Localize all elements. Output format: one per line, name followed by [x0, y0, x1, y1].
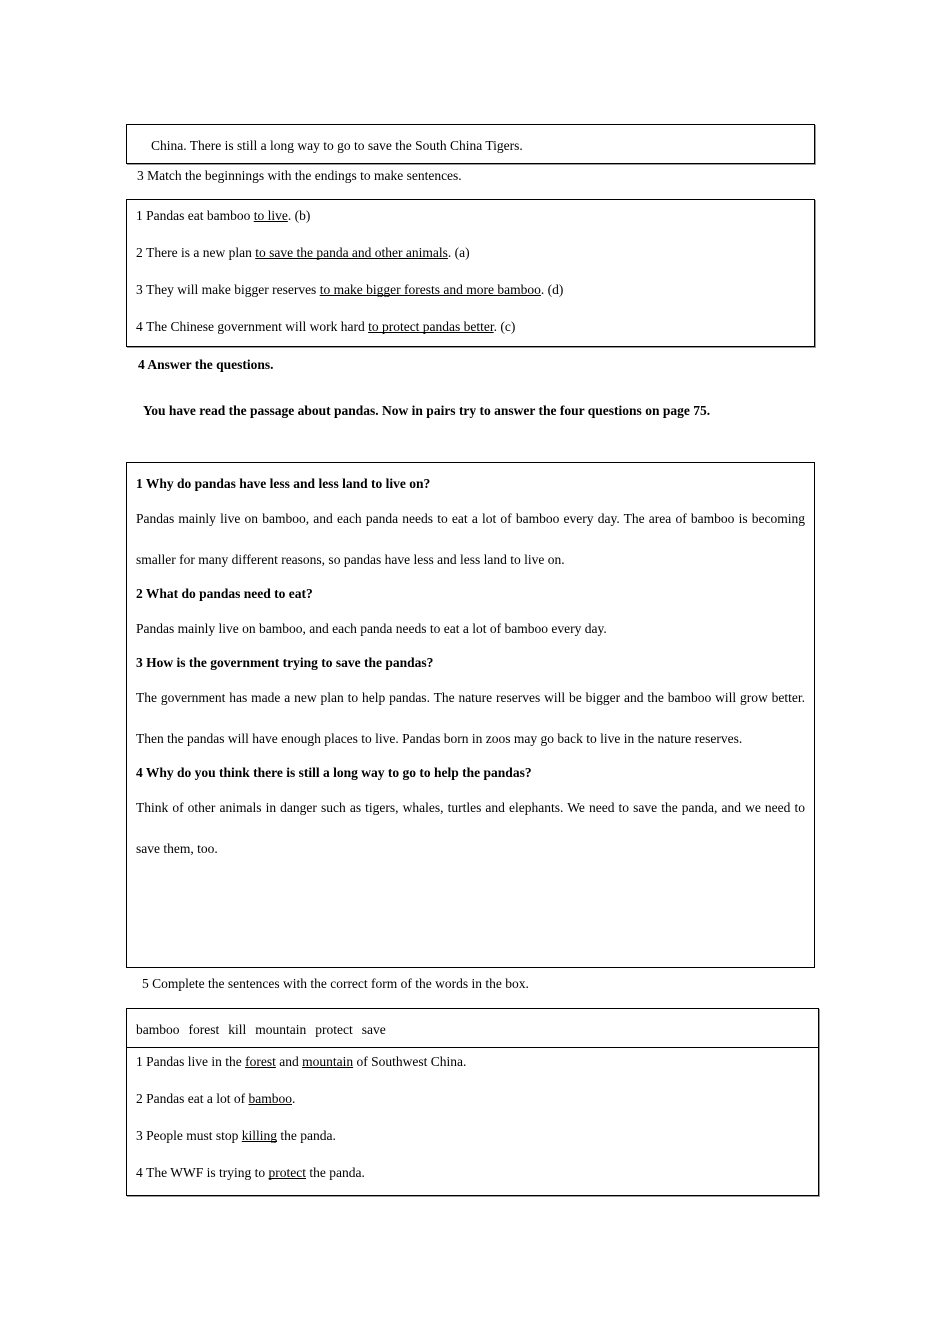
match-item	[136, 245, 470, 261]
exercise4-heading: 4 Answer the questions.	[138, 357, 274, 372]
word-bank-item: forest	[188, 1022, 220, 1037]
exercise3-answer-box	[126, 199, 815, 347]
sentence-part: the panda.	[277, 1128, 336, 1143]
answer-paragraph: The government has made a new plan to help pandas. The nature reserves will be bigger and the bamboo will grow better. Then the pandas will have enough places to live. Pandas born in zoos may go back to live in the nature reserves.	[136, 690, 805, 746]
sentence-item	[136, 1054, 466, 1070]
exercise5-word-bank-box	[126, 1008, 819, 1048]
word-bank-item: protect	[315, 1022, 353, 1037]
sentence-part: the panda.	[305, 1165, 365, 1180]
answer-paragraph: Pandas mainly live on bamboo, and each panda needs to eat a lot of bamboo every day. The area of bamboo is becoming smaller for many different reasons, so pandas have less and less land to live on.	[136, 511, 805, 567]
match-answer: to make bigger forests and more bamboo	[319, 282, 541, 297]
match-tail: . (a)	[447, 245, 470, 260]
sentence-blank: bamboo	[248, 1091, 292, 1106]
answer-paragraph: Pandas mainly live on bamboo, and each panda needs to eat a lot of bamboo every day.	[136, 621, 607, 636]
match-lead: There is a new plan	[146, 245, 256, 260]
sentence-number: 1	[136, 1054, 143, 1069]
match-number: 2	[136, 245, 143, 260]
match-tail: . (d)	[540, 282, 564, 297]
match-answer: to save the panda and other animals	[255, 245, 448, 260]
word-bank-list	[136, 1023, 395, 1037]
match-number: 3	[136, 282, 143, 297]
match-tail: . (c)	[493, 319, 516, 334]
match-item	[136, 282, 563, 298]
question-heading: 1 Why do pandas have less and less land to live on?	[136, 476, 431, 491]
exercise5-answer-box	[126, 1047, 819, 1196]
sentence-item	[136, 1165, 365, 1181]
match-lead: The Chinese government will work hard	[146, 319, 369, 334]
question-heading: 3 How is the government trying to save the pandas?	[136, 655, 434, 670]
match-item	[136, 319, 515, 335]
exercise5-instruction: 5 Complete the sentences with the correct form of the words in the box.	[142, 976, 529, 991]
answer-paragraph: Think of other animals in danger such as tigers, whales, turtles and elephants. We need to save the panda, and we need to save them, too.	[136, 800, 805, 856]
sentence-number: 3	[136, 1128, 143, 1143]
match-number: 1	[136, 208, 143, 223]
sentence-number: 4	[136, 1165, 143, 1180]
sentence-part: of Southwest China.	[353, 1054, 467, 1069]
sentence-part: Pandas eat a lot of	[146, 1091, 249, 1106]
sentence-part: People must stop	[146, 1128, 242, 1143]
question-heading: 4 Why do you think there is still a long way to go to help the pandas?	[136, 765, 532, 780]
sentence-number: 2	[136, 1091, 143, 1106]
word-bank-item: mountain	[255, 1022, 307, 1037]
match-answer: to live	[253, 208, 288, 223]
match-item	[136, 208, 310, 224]
word-bank-item: bamboo	[136, 1022, 180, 1037]
sentence-item	[136, 1091, 295, 1107]
exercise4-answer-box	[126, 462, 815, 968]
sentence-blank: mountain	[302, 1054, 354, 1069]
match-lead: Pandas eat bamboo	[146, 208, 254, 223]
match-answer: to protect pandas better	[368, 319, 494, 334]
sentence-part: .	[291, 1091, 296, 1106]
exercise3-instruction: 3 Match the beginnings with the endings to make sentences.	[137, 168, 462, 183]
sentence-item	[136, 1128, 336, 1144]
exercise4-subheading: You have read the passage about pandas. Now in pairs try to answer the four questions on page 75.	[143, 403, 711, 418]
sentence-blank: killing	[241, 1128, 278, 1143]
sentence-blank: forest	[245, 1054, 276, 1069]
word-bank-item: save	[361, 1022, 386, 1037]
word-bank-item: kill	[228, 1022, 247, 1037]
continuation-text: China. There is still a long way to go to save the South China Tigers.	[151, 138, 523, 153]
sentence-part: Pandas live in the	[146, 1054, 246, 1069]
match-number: 4	[136, 319, 143, 334]
match-tail: . (b)	[287, 208, 311, 223]
sentence-part: The WWF is trying to	[146, 1165, 269, 1180]
match-lead: They will make bigger reserves	[146, 282, 320, 297]
question-heading: 2 What do pandas need to eat?	[136, 586, 313, 601]
sentence-blank: protect	[268, 1165, 306, 1180]
continuation-text-box	[126, 124, 815, 164]
sentence-part: and	[275, 1054, 303, 1069]
